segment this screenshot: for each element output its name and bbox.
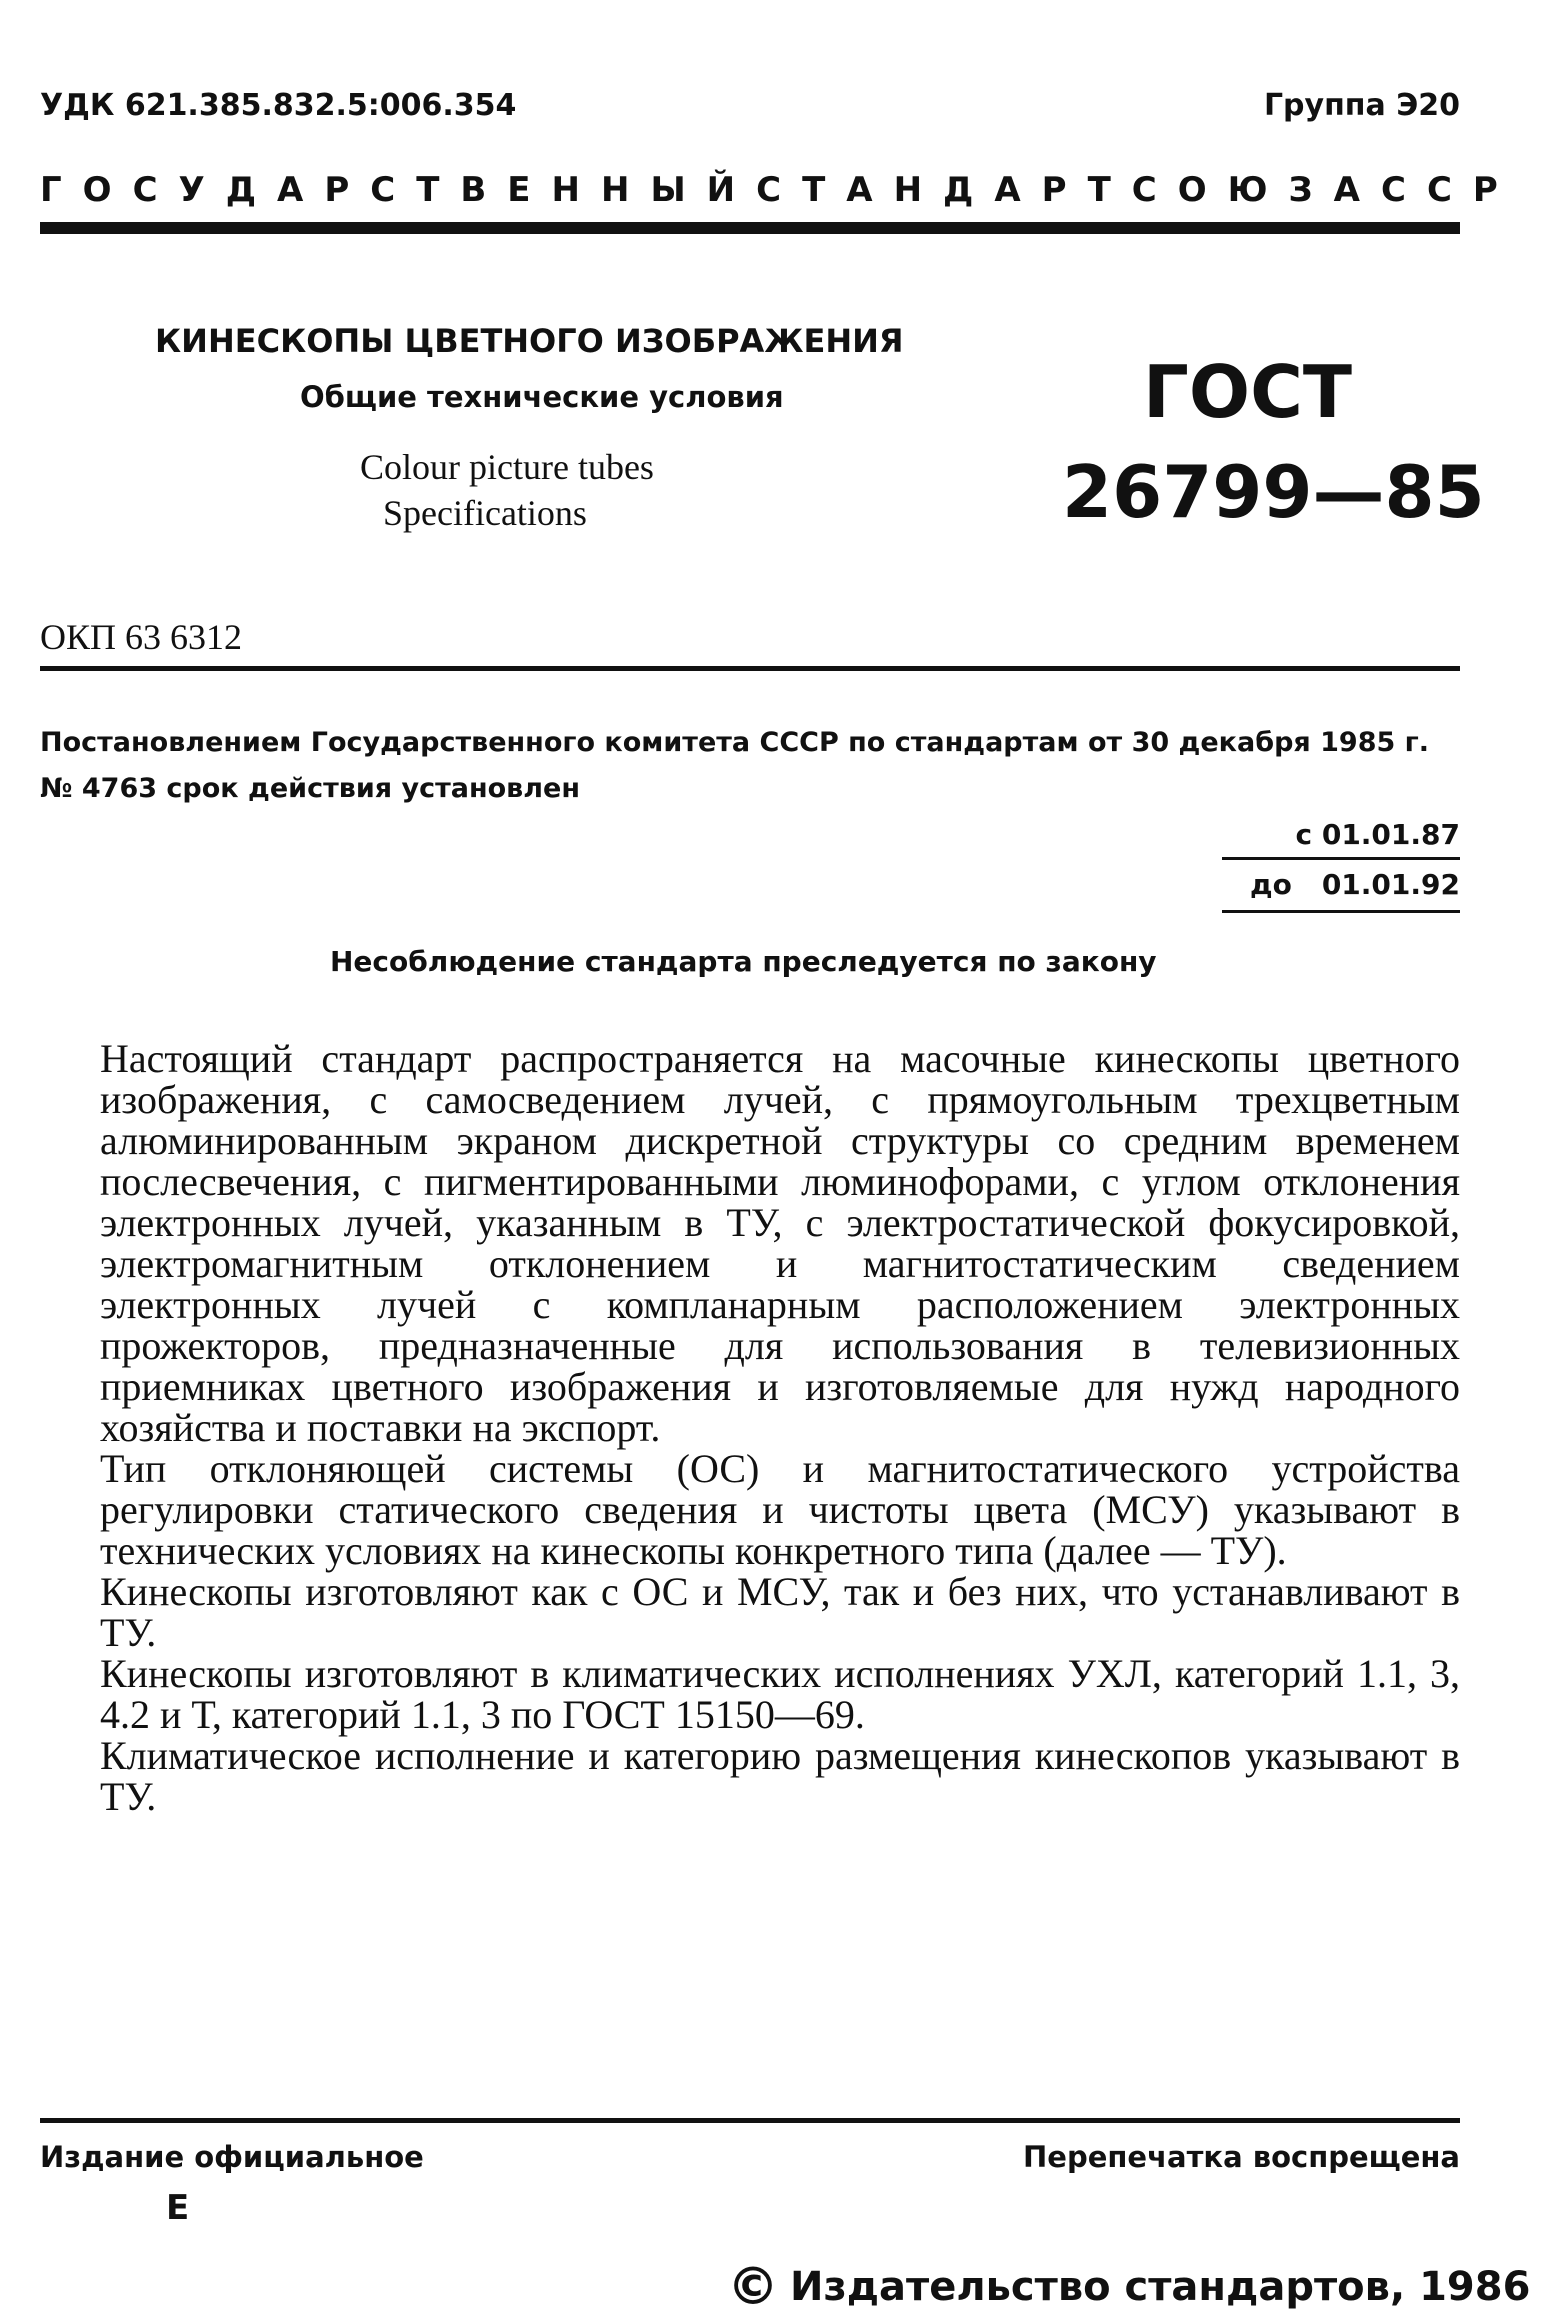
body-paragraph-1: Настоящий стандарт распространяется на масочные кинескопы цветного изображения, с самосведением лучей, с прямоугольным трехцветным алюминированным экраном дискретной структуры со средним временем послесвечения, с пигментированными люминофорами, с углом отклонения электронных лучей, указанным в ТУ, с электростатической фокусировкой, электромагнитным отклонением и магнитостатическим сведением электронных лучей с компланарным расположением электронных прожекторов, предназначенные для использования в телевизионных приемниках цветного изображения и изготовляемые для нужд народного хозяйства и поставки на экспорт. [100,1036,1460,1450]
body-paragraph-5: Климатическое исполнение и категорию размещения кинескопов указывают в ТУ. [100,1733,1460,1819]
title-english-subtitle: Specifications [383,493,587,533]
okp-code: ОКП 63 6312 [40,617,243,657]
state-standard-word-4: ССР [1381,170,1519,210]
state-standard-word-2: СТАНДАРТ [756,170,1132,210]
validity-date-from: с 01.01.87 [1295,818,1460,851]
validity-rule-1 [1222,857,1460,860]
validity-rule-2 [1222,910,1460,913]
body-text [100,1038,1460,1817]
header-rule [40,222,1460,234]
publisher-line: Издательство стандартов, 1986 [790,2264,1531,2310]
validity-to-word: до [1249,868,1292,901]
title-russian-subtitle: Общие технические условия [300,380,784,414]
reprint-notice: Перепечатка воспрещена [1023,2140,1460,2174]
state-standard-word-1: ГОСУДАРСТВЕННЫЙ [40,170,757,210]
footer-rule [40,2118,1460,2123]
gost-label: ГОСТ [1143,350,1353,434]
legal-warning: Несоблюдение стандарта преследуется по закону [330,945,1157,978]
body-paragraph-3: Кинескопы изготовляют как с ОС и МСУ, так и без них, что устанавливают в ТУ. [100,1569,1460,1655]
udk-code: УДК 621.385.832.5:006.354 [40,88,517,123]
copyright-icon: © [727,2257,779,2317]
title-english: Colour picture tubes [360,447,654,487]
validity-date-to [1250,868,1460,901]
body-paragraph-4: Кинескопы изготовляют в климатических исполнениях УХЛ, категорий 1.1, 3, 4.2 и Т, категорий 1.1, 3 по ГОСТ 15150—69. [100,1651,1460,1737]
body-paragraph-2: Тип отклоняющей системы (ОС) и магнитостатического устройства регулировки статического сведения и чистоты цвета (МСУ) указывают в технических условиях на кинескопы конкретного типа (далее — ТУ). [100,1446,1460,1573]
gost-number: 26799—85 [1062,450,1485,534]
validity-to-date: 01.01.92 [1321,868,1460,901]
okp-rule [40,666,1460,671]
group-code: Группа Э20 [1263,88,1460,123]
title-russian: КИНЕСКОПЫ ЦВЕТНОГО ИЗОБРАЖЕНИЯ [155,322,904,360]
state-standard-heading [40,170,1519,210]
state-standard-word-3: СОЮЗА [1131,170,1381,210]
edition-label: Издание официальное [40,2140,424,2174]
edition-letter: Е [166,2188,190,2228]
decree-text: Постановлением Государственного комитета СССР по стандартам от 30 декабря 1985 г. № 4763 срок действия установлен [40,727,1430,804]
